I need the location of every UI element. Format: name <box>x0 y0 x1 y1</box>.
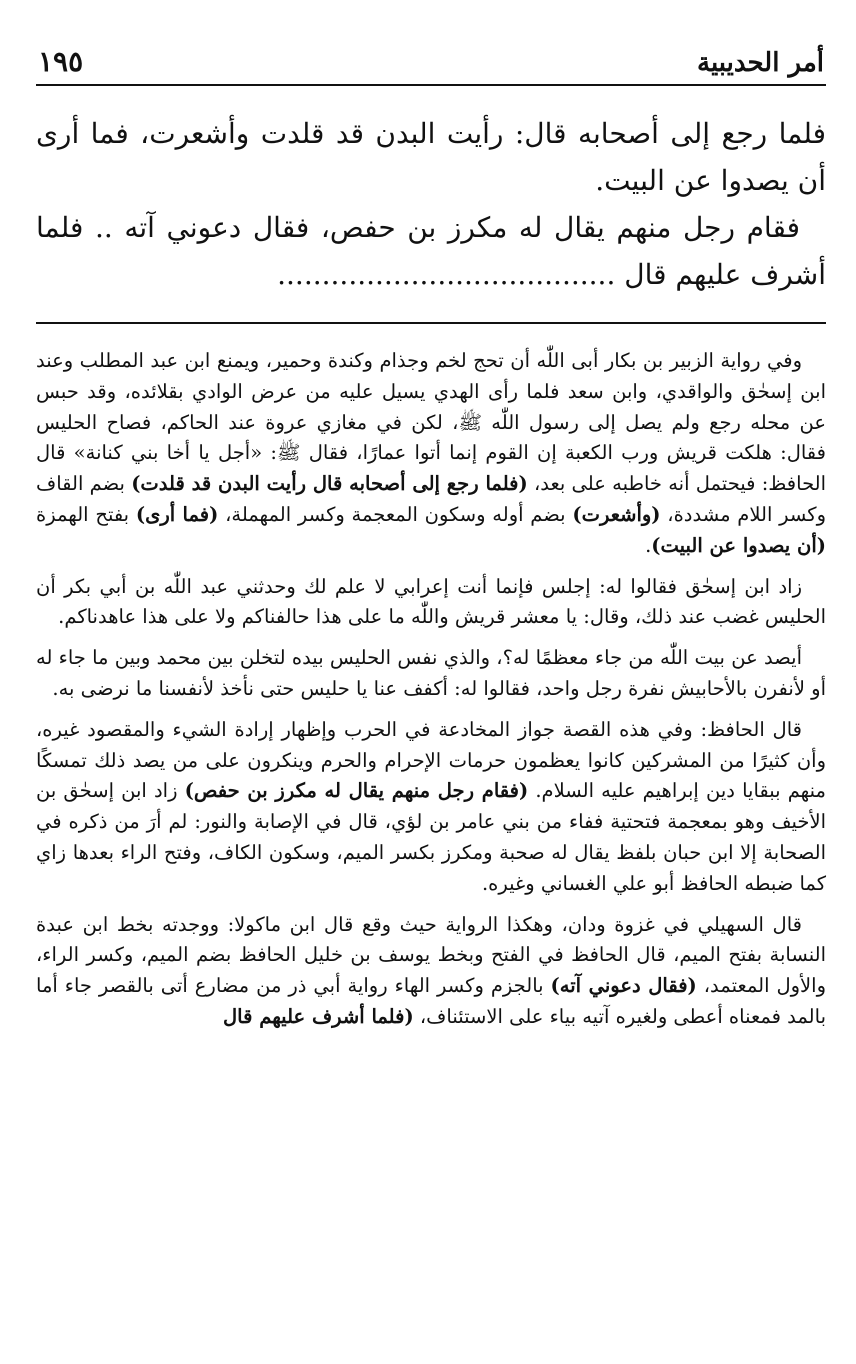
commentary-paragraph-1 <box>36 346 826 562</box>
hadith-paragraph-2-text: فقام رجل منهم يقال له مكرز بن حفص، فقال دعوني آته .. فلما أشرف عليهم قال <box>36 211 826 291</box>
chapter-title: أمر الحديبية <box>697 48 824 78</box>
quoted-hadith-phrase: (وأشعرت) <box>572 502 661 526</box>
section-divider <box>36 322 826 324</box>
quoted-hadith-phrase: (فلما أشرف عليهم قال <box>223 1004 414 1028</box>
quoted-hadith-phrase: (أن يصدوا عن البيت) <box>651 533 826 557</box>
ellipsis-dots: ...................................... <box>277 258 616 291</box>
commentary-text-segment: . <box>645 533 652 557</box>
commentary-paragraph-2: زاد ابن إسحٰق فقالوا له: إجلس فإنما أنت إعرابي لا علم لك وحدثني عبد اللّٰه بن أبي بكر أن الحليس غضب عند ذلك، وقال: يا معشر قريش واللّٰه ما على هذا حالفناكم ولا على هذا عاهدناكم. <box>36 574 826 629</box>
page-number: ١٩٥ <box>38 45 84 78</box>
quoted-hadith-phrase: (فقام رجل منهم يقال له مكرز بن حفص) <box>184 779 529 803</box>
hadith-paragraph-2 <box>36 204 826 298</box>
commentary-text-segment: بضم القاف وكسر اللام مشددة، <box>36 472 826 526</box>
commentary-paragraph-4 <box>36 715 826 900</box>
commentary-text-segment: قال الحافظ: وفي هذه القصة جواز المخادعة في الحرب وإظهار إرادة الشيء والمقصود غيره، وأن كثيرًا من المشركين كانوا يعظمون حرمات الإحرام والحرم وينكرون على من يصد ذلك تمسكًا منهم ببقايا دين إبراهيم عليه السلام. <box>36 717 826 803</box>
commentary-paragraph-5 <box>36 910 826 1033</box>
commentary-text-segment: بفتح الهمزة <box>36 502 136 526</box>
commentary-text-segment: زاد ابن إسحٰق بن الأخيف وهو بمعجمة فتحتية ففاء من بني عامر بن لؤي، قال في الإصابة والنور: لم أرَ من ذكره في الصحابة إلا ابن حبان بلفظ يقال له صحبة ومكرز بكسر الميم، وسكون الكاف، وفتح الراء بعدها زاي كما ضبطه الحافظ أبو علي الغساني وغيره. <box>36 779 826 895</box>
commentary-paragraph-3: أيصد عن بيت اللّٰه من جاء معظمًا له؟، والذي نفس الحليس بيده لتخلن بين محمد وبين ما جاء له أو لأنفرن بالأحابيش نفرة رجل واحد، فقالوا له: أكفف عنا يا حليس حتى نأخذ لأنفسنا ما نرضى به. <box>36 646 826 700</box>
commentary-text <box>36 346 826 1033</box>
page <box>36 44 826 1043</box>
quoted-hadith-phrase: (فما أرى) <box>135 502 219 526</box>
running-header <box>36 44 826 86</box>
commentary-text-segment: بضم أوله وسكون المعجمة وكسر المهملة، <box>218 502 573 526</box>
commentary-text-segment: بالجزم وكسر الهاء رواية أبي ذر من مضارع أتى بالقصر جاء أما بالمد فمعناه أعطى ولغيره آتيه بياء على الاستئناف، <box>36 974 826 1028</box>
commentary-text-segment: وفي رواية الزبير بن بكار أبى اللّٰه أن تحج لخم وجذام وكندة وحمير، ويمنع ابن عبد المطلب وعند ابن إسحٰق والواقدي، وابن سعد فلما رأى الهدي يسيل عليه من عرض الوادي بقلائده، وقد حبس عن محله رجع ولم يصل إلى رسول اللّٰه ﷺ، لكن في مغازي عروة عند الحاكم، فصاح الحليس فقال: هلكت قريش ورب الكعبة إن القوم إنما أتوا عمارًا، فقال ﷺ: «أجل يا أخا بني كنانة» قال الحافظ: فيحتمل أنه خاطبه على بعد، <box>36 349 827 496</box>
quoted-hadith-phrase: (فقال دعوني آته) <box>550 974 697 998</box>
commentary-text-segment: قال السهيلي في غزوة ودان، وهكذا الرواية حيث وقع قال ابن ماكولا: ووجدته بخط ابن عبدة النسابة بفتح الميم، قال الحافظ في الفتح وبخط يوسف بن خليل الحافظ بضم الميم، وكسر الراء، والأول المعتمد، <box>36 912 826 998</box>
hadith-paragraph-1: فلما رجع إلى أصحابه قال: رأيت البدن قد قلدت وأشعرت، فما أرى أن يصدوا عن البيت. <box>36 117 826 197</box>
quoted-hadith-phrase: (فلما رجع إلى أصحابه قال رأيت البدن قد قلدت) <box>131 472 528 496</box>
hadith-text <box>36 110 826 298</box>
